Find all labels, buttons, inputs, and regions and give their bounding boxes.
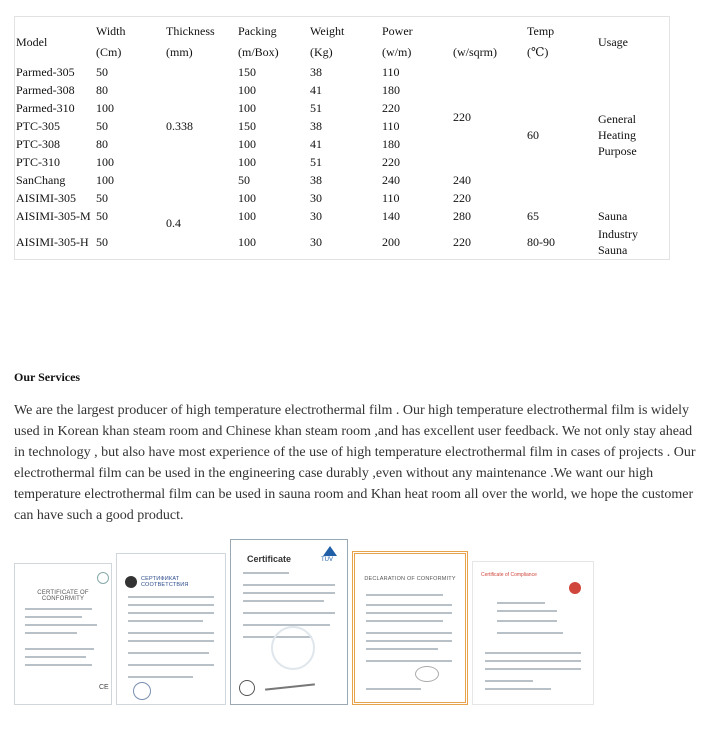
header-power-unit: (w/m)	[382, 45, 412, 59]
tuv-triangle-icon	[323, 546, 337, 556]
cell-model: PTC-308	[16, 137, 61, 151]
cell-weight: 51	[310, 101, 322, 115]
cell-width: 100	[96, 155, 114, 169]
services-paragraph: We are the largest producer of high temperature electrothermal film . Our high temperature electrothermal film is widely used in Korean khan steam room and Chinese khan steam room ,and has excellent user feedback. We not only stay ahead in technology , but also have most experience of the use of high temperature electrothermal film in cases of projects . Our electrothermal film can be used in the engineering case durably ,even without any maintenance .We want our high temperature electrothermal film can be used in sauna room and Khan heat room all over the world, we hope the customer can have such a good product.	[14, 403, 696, 523]
cell-packing: 100	[238, 191, 256, 205]
cell-width: 100	[96, 101, 114, 115]
header-packing-unit: (m/Box)	[238, 45, 279, 59]
cell-power-sqrm: 280	[453, 209, 471, 223]
cell-weight: 41	[310, 83, 322, 97]
cell-weight: 30	[310, 209, 322, 223]
tuv-seal-icon	[239, 680, 255, 696]
cell-usage-merged-line1: General	[598, 112, 636, 126]
cell-power: 220	[382, 101, 400, 115]
cell-width: 50	[96, 191, 108, 205]
cell-model: Parmed-308	[16, 83, 75, 97]
cell-model: AISIMI-305-H	[16, 235, 89, 249]
cell-weight: 51	[310, 155, 322, 169]
header-thickness-unit: (mm)	[166, 45, 193, 59]
cell-model: Parmed-305	[16, 65, 75, 79]
cell-power: 110	[382, 191, 400, 205]
cell-packing: 100	[238, 209, 256, 223]
cell-packing: 100	[238, 101, 256, 115]
header-thickness: Thickness	[166, 24, 215, 38]
cell-power: 110	[382, 119, 400, 133]
cell-temp-merged: 60	[527, 128, 539, 142]
cell-weight: 30	[310, 235, 322, 249]
cell-usage-merged-line2: Heating	[598, 128, 636, 142]
cell-temp: 80-90	[527, 235, 555, 249]
cell-power: 180	[382, 83, 400, 97]
header-temp-unit: (℃)	[527, 45, 549, 59]
cell-model: Parmed-310	[16, 101, 75, 115]
cell-weight: 41	[310, 137, 322, 151]
certificate-tuv-image	[230, 539, 348, 705]
ce-mark-icon: CE	[99, 684, 109, 691]
cell-power: 110	[382, 65, 400, 79]
cell-weight: 30	[310, 191, 322, 205]
cell-weight: 38	[310, 65, 322, 79]
cell-usage-line1: Industry	[598, 227, 638, 241]
ul-logo-icon	[569, 582, 581, 594]
certificate-conformity-image	[14, 563, 112, 705]
cell-usage-line2: Sauna	[598, 243, 628, 257]
certificate-gost-image	[116, 553, 226, 705]
spec-table	[14, 16, 670, 260]
cell-thickness-merged: 0.4	[166, 216, 181, 230]
cell-power: 240	[382, 173, 400, 187]
stamp-icon	[133, 682, 151, 700]
cell-width: 80	[96, 83, 108, 97]
cell-usage: Sauna	[598, 209, 628, 223]
header-width-unit: (Cm)	[96, 45, 122, 59]
cell-thickness-merged: 0.338	[166, 119, 193, 133]
cell-width: 100	[96, 173, 114, 187]
services-heading: Our Services	[14, 370, 81, 384]
cell-width: 50	[96, 65, 108, 79]
cert2-heading: СЕРТИФИКАТ СООТВЕТСТВИЯ	[141, 576, 189, 588]
cell-power-sqrm: 220	[453, 191, 471, 205]
cell-packing: 50	[238, 173, 250, 187]
cell-usage-merged-line3: Purpose	[598, 144, 637, 158]
cell-power-sqrm: 240	[453, 173, 471, 187]
cell-power: 180	[382, 137, 400, 151]
gost-logo-icon	[125, 576, 137, 588]
cell-packing: 150	[238, 119, 256, 133]
cell-power-sqrm-merged: 220	[453, 110, 471, 124]
header-packing: Packing	[238, 24, 277, 38]
header-power: Power	[382, 24, 413, 38]
cert3-heading: Certificate	[247, 554, 292, 564]
cert4-heading: DECLARATION OF CONFORMITY	[364, 576, 456, 582]
header-weight-unit: (Kg)	[310, 45, 333, 59]
cell-power-sqrm: 220	[453, 235, 471, 249]
signature-icon	[415, 666, 439, 682]
cell-packing: 100	[238, 235, 256, 249]
seal-icon	[97, 572, 109, 584]
cell-model: PTC-310	[16, 155, 61, 169]
cell-packing: 150	[238, 65, 256, 79]
cell-weight: 38	[310, 119, 322, 133]
header-width: Width	[96, 24, 126, 38]
tuv-badge: TÜV	[321, 557, 333, 563]
cell-model: SanChang	[16, 173, 66, 187]
cell-width: 50	[96, 235, 108, 249]
cell-temp: 65	[527, 209, 539, 223]
cell-model: AISIMI-305-M	[16, 209, 91, 223]
header-weight: Weight	[310, 24, 345, 38]
cell-width: 50	[96, 209, 108, 223]
cell-power: 200	[382, 235, 400, 249]
cell-power: 140	[382, 209, 400, 223]
certificate-declaration-image	[352, 551, 468, 705]
watermark-icon	[271, 626, 315, 670]
cell-model: PTC-305	[16, 119, 61, 133]
cell-model: AISIMI-305	[16, 191, 76, 205]
cell-packing: 100	[238, 137, 256, 151]
header-power-sqrm: (w/sqrm)	[453, 45, 497, 59]
cell-packing: 100	[238, 83, 256, 97]
cell-weight: 38	[310, 173, 322, 187]
certificate-compliance-image	[472, 561, 594, 705]
header-temp: Temp	[527, 24, 555, 38]
cert5-heading: Certificate of Compliance	[481, 572, 537, 578]
cell-power: 220	[382, 155, 400, 169]
header-usage: Usage	[598, 35, 628, 49]
cert1-heading: CERTIFICATE OF CONFORMITY	[37, 590, 89, 602]
cell-width: 50	[96, 119, 108, 133]
certificate-gallery	[14, 537, 594, 705]
cell-width: 80	[96, 137, 108, 151]
header-model: Model	[16, 35, 48, 49]
signature-icon	[265, 683, 315, 690]
cell-packing: 100	[238, 155, 256, 169]
